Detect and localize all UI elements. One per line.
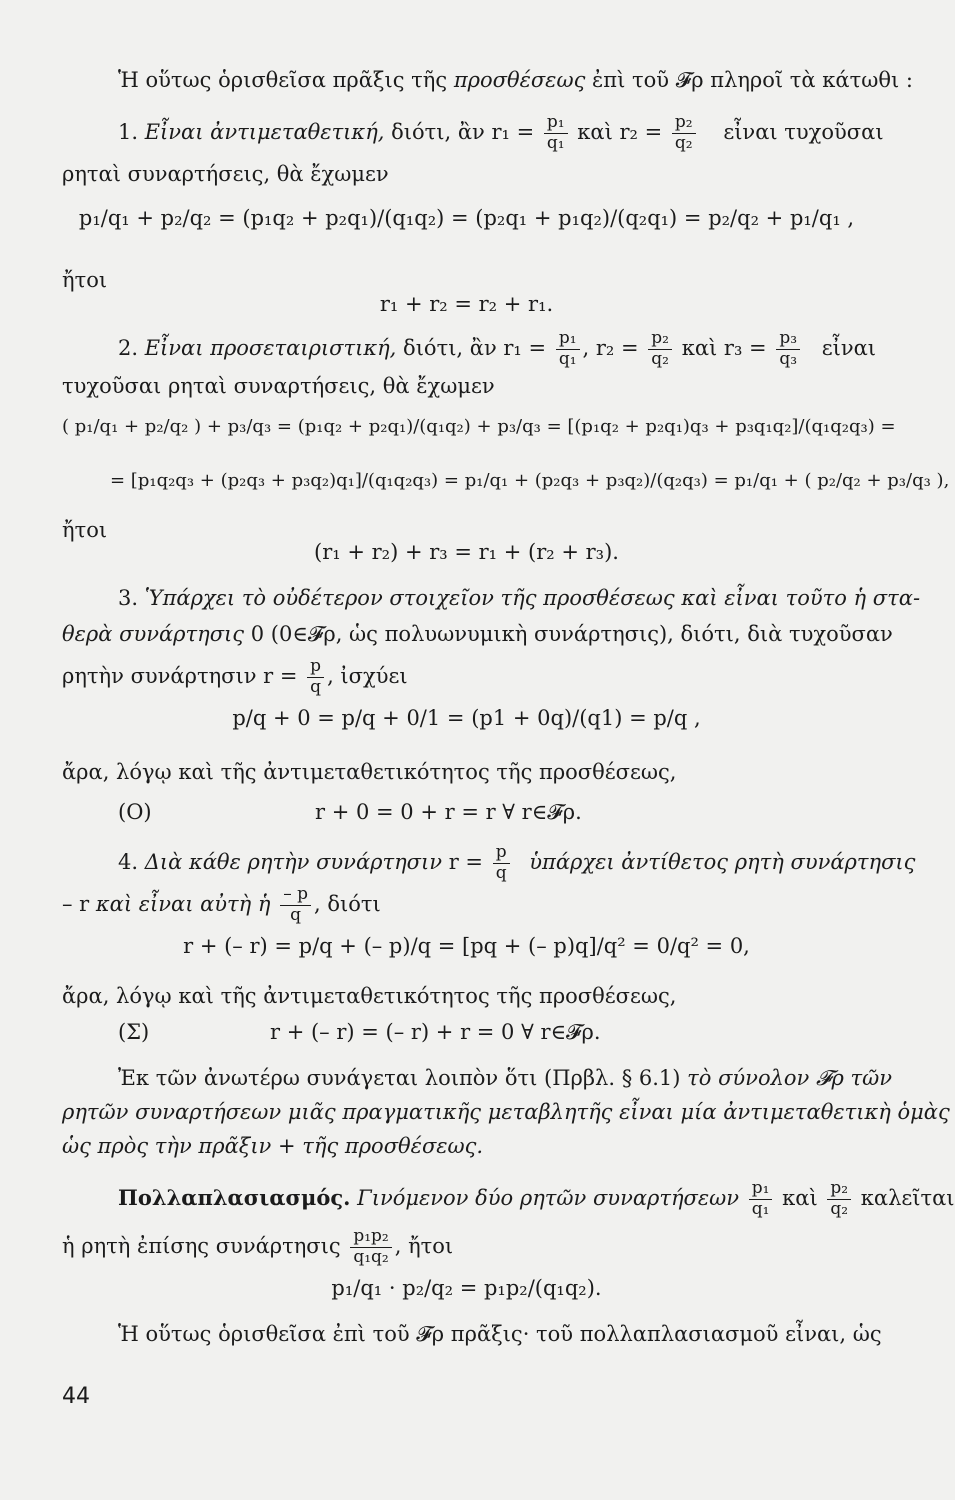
fraction (350, 1228, 391, 1267)
fraction (827, 1180, 851, 1219)
numerator: p (307, 658, 324, 678)
text-line: ὡς πρὸς τὴν πρᾶξιν + τῆς προσθέσεως. (62, 1134, 484, 1158)
item-number: 3. (118, 586, 145, 610)
text: καὶ (782, 1185, 818, 1210)
denominator: q₁ (558, 348, 577, 369)
text-line: ἄρα, λόγῳ καὶ τῆς ἀντιμεταθετικότητος τῆς προσθέσεως, (62, 984, 677, 1008)
text: Ἡ οὕτως ὁρισθεῖσα πρᾶξις τῆς (118, 68, 454, 92)
fraction (672, 114, 696, 153)
fraction (556, 330, 580, 369)
numerator: p₁ (544, 114, 568, 134)
numerator: p₁p₂ (350, 1228, 391, 1248)
numerator: p (493, 844, 510, 864)
text: , r₂ = (582, 335, 639, 360)
property-title: Εἶναι προσεταιριστική, (144, 335, 397, 360)
text-line: ρηταὶ συναρτήσεις, θὰ ἔχωμεν (62, 162, 389, 186)
numerator: p₃ (776, 330, 800, 350)
text: , διότι (314, 891, 381, 916)
text-line (62, 886, 381, 925)
text: καὶ r₂ = (577, 119, 663, 144)
numerator: p₂ (827, 1180, 851, 1200)
item-number: 1. (118, 119, 145, 144)
text: ἐπὶ τοῦ 𝓕ρ πληροῖ τὰ κάτωθι : (585, 68, 913, 92)
text-line: ἤτοι (62, 268, 108, 292)
equation-commutative-expansion: p₁/q₁ + p₂/q₂ = (p₁q₂ + p₂q₁)/(q₁q₂) = (p₂q₁ + p₁q₂)/(q₂q₁) = p₂/q₂ + p₁/q₁ , (78, 206, 855, 230)
denominator: q (290, 904, 302, 925)
denominator: q₂ (651, 348, 669, 369)
item-number: 4. (118, 849, 145, 874)
text: r = (442, 849, 484, 874)
text: διότι, ἂν r₁ = (384, 119, 535, 144)
equation-tag-sigma: (Σ) (118, 1020, 150, 1044)
fraction (493, 844, 510, 883)
fraction (776, 330, 800, 369)
equation-opposite-expansion: r + (– r) = p/q + (– p)/q = [pq + (– p)q]/q² = 0/q² = 0, (183, 934, 750, 958)
page-number: 44 (62, 1384, 90, 1409)
property-3-line (118, 586, 920, 611)
fraction (544, 114, 568, 153)
text-line: ἄρα, λόγῳ καὶ τῆς ἀντιμεταθετικότητος τῆς προσθέσεως, (62, 760, 677, 784)
equation-associative-expansion-2: = [p₁q₂q₃ + (p₂q₃ + p₃q₂)q₁]/(q₁q₂q₃) = p₁/q₁ + (p₂q₃ + p₃q₂)/(q₂q₃) = p₁/q₁ + ( p₂/q₂ + p₃/q₃ ), (110, 470, 950, 491)
equation-neutral-element: p/q + 0 = p/q + 0/1 = (p1 + 0q)/(q1) = p/q , (232, 706, 701, 730)
text: εἶναι τυχοῦσαι (723, 119, 884, 144)
text-italic: θερὰ συνάρτησις (62, 622, 245, 646)
text-line (62, 622, 893, 647)
text-italic: προσθέσεως (453, 68, 586, 92)
numerator: – p (280, 886, 311, 906)
text-line: ρητῶν συναρτήσεων μιᾶς πραγματικῆς μεταβλητῆς εἶναι μία ἀντιμεταθετικὴ ὁμὰς (62, 1100, 950, 1124)
denominator: q (495, 862, 507, 883)
denominator: q₁q₂ (353, 1246, 389, 1267)
intro-line (118, 68, 913, 93)
denominator: q₂ (830, 1198, 849, 1219)
denominator: q₃ (779, 348, 798, 369)
numerator: p₁ (556, 330, 580, 350)
text-line: τυχοῦσαι ρηταὶ συναρτήσεις, θὰ ἔχωμεν (62, 374, 495, 398)
numerator: p₂ (648, 330, 672, 350)
section-heading: Πολλαπλασιασμός. (118, 1184, 351, 1210)
text-line (62, 1228, 453, 1267)
property-2-line (118, 330, 876, 369)
text-italic: καὶ εἶναι αὐτὴ ἡ (95, 891, 271, 916)
fraction (749, 1180, 773, 1219)
text: ἡ ρητὴ ἐπίσης συνάρτησις (62, 1233, 341, 1258)
text: Ἐκ τῶν ἀνωτέρω συνάγεται λοιπὸν ὅτι (Πρβλ. § 6.1) (118, 1066, 688, 1090)
equation-commutative: r₁ + r₂ = r₂ + r₁. (379, 292, 554, 316)
text-italic: ὑπάρχει ἀντίθετος ρητὴ συνάρτησις (529, 849, 916, 874)
multiplication-line (118, 1180, 955, 1219)
text-line (62, 658, 408, 697)
equation-sigma: r + (– r) = (– r) + r = 0 ∀ r∈𝓕ρ. (270, 1020, 601, 1044)
numerator: p₁ (749, 1180, 773, 1200)
text: 0 (0∈𝓕ρ, ὡς πολυωνυμικὴ συνάρτησις), διότι, διὰ τυχοῦσαν (244, 622, 893, 646)
denominator: q₂ (674, 132, 693, 153)
text-line: ἤτοι (62, 518, 108, 542)
fraction (648, 330, 672, 369)
text: ρητὴν συνάρτησιν r = (62, 663, 298, 688)
equation-associative-expansion-1: ( p₁/q₁ + p₂/q₂ ) + p₃/q₃ = (p₁q₂ + p₂q₁)/(q₁q₂) + p₃/q₃ = [(p₁q₂ + p₂q₁)q₃ + p₃q₁q₂]/(q₁q₂q₃) = (62, 416, 896, 437)
text: εἶναι (821, 335, 877, 360)
text: καλεῖται (860, 1185, 955, 1210)
text: , ἤτοι (394, 1233, 454, 1258)
text: – r (62, 891, 96, 916)
text: , ἰσχύει (327, 663, 408, 688)
property-title: Εἶναι ἀντιμεταθετική, (144, 119, 385, 144)
fraction (307, 658, 324, 697)
text-italic: Γινόμενον δύο ρητῶν συναρτήσεων (350, 1185, 740, 1210)
equation-multiplication: p₁/q₁ · p₂/q₂ = p₁p₂/(q₁q₂). (331, 1276, 602, 1300)
numerator: p₂ (672, 114, 696, 134)
property-4-line (118, 844, 915, 883)
denominator: q₁ (751, 1198, 770, 1219)
text: διότι, ἂν r₁ = (396, 335, 547, 360)
equation-o: r + 0 = 0 + r = r ∀ r∈𝓕ρ. (315, 800, 582, 824)
equation-tag-o: (O) (118, 800, 152, 824)
property-title: Διὰ κάθε ρητὴν συνάρτησιν (144, 849, 443, 874)
text-italic: τὸ σύνολον 𝓕ρ τῶν (687, 1066, 893, 1090)
fraction (280, 886, 311, 925)
equation-associative: (r₁ + r₂) + r₃ = r₁ + (r₂ + r₃). (314, 540, 619, 564)
text-line (118, 1066, 892, 1091)
property-1-line (118, 114, 884, 153)
property-title: Ὑπάρχει τὸ οὐδέτερον στοιχεῖον τῆς προσθέσεως καὶ εἶναι τοῦτο ἡ στα- (144, 586, 921, 610)
denominator: q (310, 676, 322, 697)
item-number: 2. (118, 335, 145, 360)
text: καὶ r₃ = (681, 335, 767, 360)
denominator: q₁ (546, 132, 565, 153)
text-line: Ἡ οὕτως ὁρισθεῖσα ἐπὶ τοῦ 𝓕ρ πρᾶξις· τοῦ πολλαπλασιασμοῦ εἶναι, ὡς (118, 1322, 882, 1346)
